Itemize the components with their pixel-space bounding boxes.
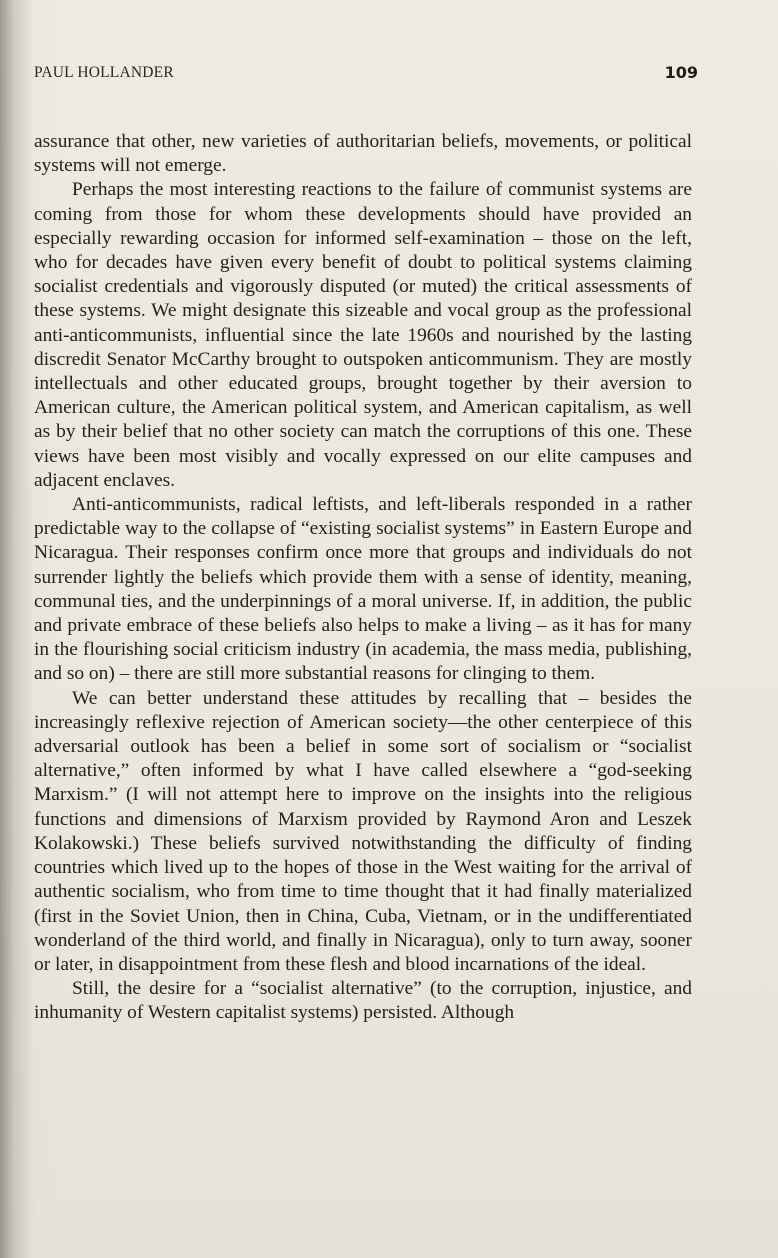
- paragraph: Still, the desire for a “socialist alternative” (to the corruption, injustice, and inhumanity of Western capitalist systems) persisted. Although: [34, 978, 692, 1024]
- paragraph: assurance that other, new varieties of authoritarian beliefs, movements, or political systems will not emerge.: [34, 131, 692, 177]
- paragraph: Anti-anticommunists, radical leftists, and left-liberals responded in a rather predictable way to the collapse of “existing socialist systems” in Eastern Europe and Nicaragua. Their responses confirm once more that groups and individuals do not surrender lightly the beliefs which provide them with a sense of identity, meaning, communal ties, and the underpinnings of a moral universe. If, in addition, the public and private embrace of these beliefs also helps to make a living – as it has for many in the flourishing social criticism industry (in academia, the mass media, publishing, and so on) – there are still more substantial reasons for clinging to them.: [34, 494, 692, 685]
- paragraph: We can better understand these attitudes by recalling that – besides the increasingly reflexive rejection of American society—the other centerpiece of this adversarial outlook has been a belief in some sort of socialism or “socialist alternative,” often informed by what I have called elsewhere a “god-seeking Marxism.” (I will not attempt here to improve on the insights into the religious functions and dimensions of Marxism provided by Raymond Aron and Leszek Kolakowski.) These beliefs survived notwithstanding the difficulty of finding countries which lived up to the hopes of those in the West waiting for the arrival of authentic socialism, who from time to time thought that it had finally materialized (first in the Soviet Union, then in China, Cuba, Vietnam, or in the undifferentiated wonderland of the third world, and finally in Nicaragua), only to turn away, sooner or later, in disappointment from these flesh and blood incarnations of the ideal.: [34, 687, 692, 975]
- page-header: [34, 64, 698, 86]
- running-head: PAUL HOLLANDER: [34, 64, 174, 81]
- page-number: 109: [664, 63, 698, 82]
- body-text: [34, 130, 692, 1026]
- paragraph: Perhaps the most interesting reactions to the failure of communist systems are coming from those for whom these developments should have provided an especially rewarding occasion for informed self-examination – those on the left, who for decades have given every benefit of doubt to political systems claiming socialist credentials and vigorously disputed (or muted) the critical assessments of these systems. We might designate this sizeable and vocal group as the professional anti-anticommunists, influential since the late 1960s and nourished by the lasting discredit Senator McCarthy brought to outspoken anticommunism. They are mostly intellectuals and other educated groups, brought together by their aversion to American culture, the American political system, and American capitalism, as well as by their belief that no other society can match the corruptions of this one. These views have been most visibly and vocally expressed on our elite campuses and adjacent enclaves.: [34, 179, 692, 491]
